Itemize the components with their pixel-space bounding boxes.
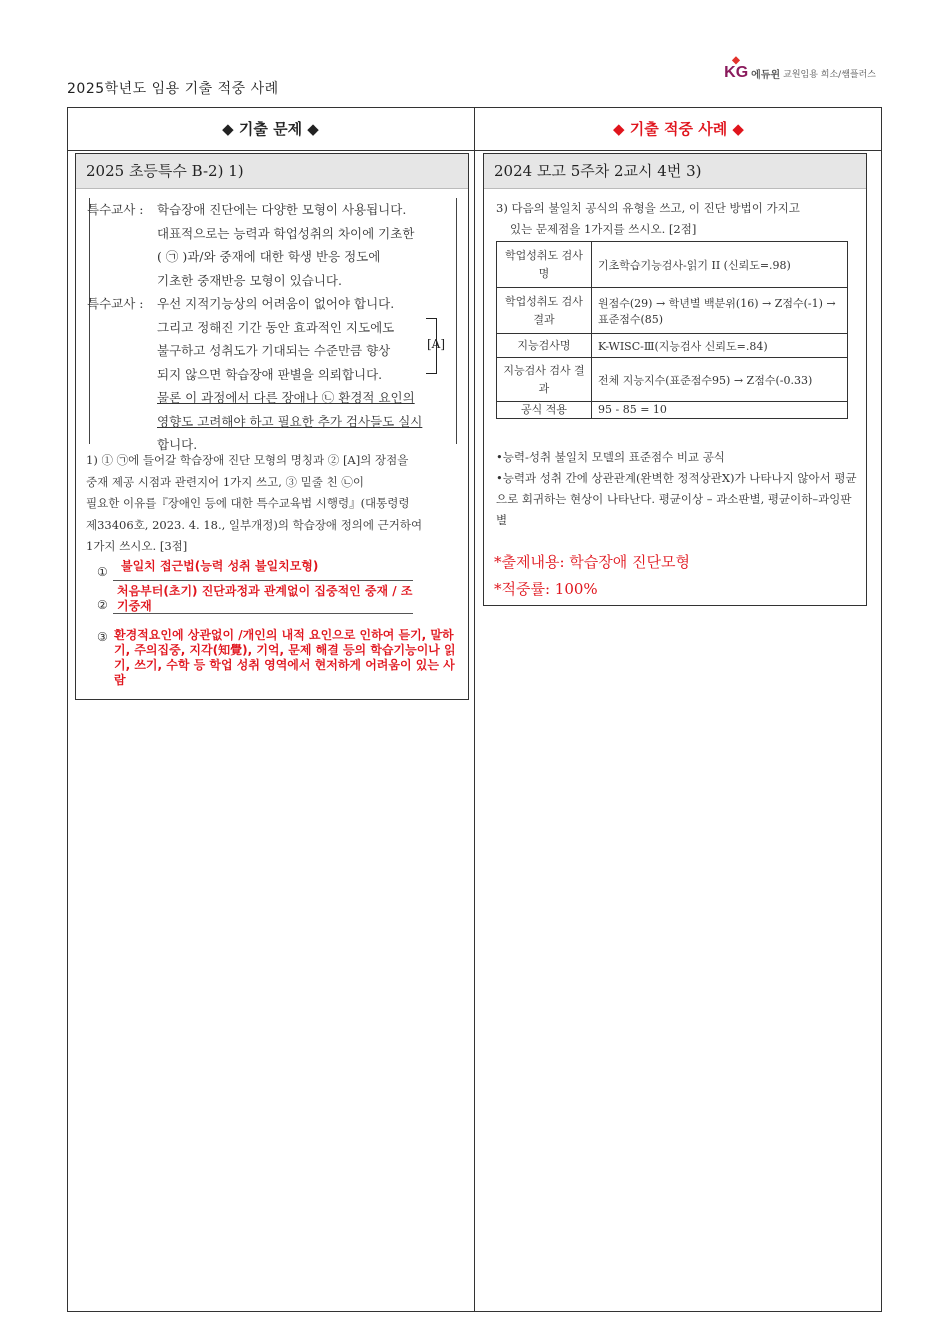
column-divider [474, 107, 475, 1312]
logo-subtitle: 교원임용 희소/쌤플러스 [783, 69, 876, 80]
logo-kg: ◆ KG [724, 55, 749, 81]
header-divider [67, 150, 882, 151]
answer-number: ③ [97, 630, 108, 644]
table-row [497, 288, 848, 334]
bracket-a-label: [A] [427, 337, 446, 351]
table-row [497, 334, 848, 358]
answer-text: 처음부터(초기) 진단과정과 관계없이 집중적인 중재 / 조기중재 [117, 584, 413, 613]
answer-number: ② [97, 598, 108, 612]
table-value: 95 - 85 = 10 [592, 402, 848, 419]
answer-text: 환경적요인에 상관없이 /개인의 내적 요인으로 인하여 듣기, 말하기, 주의집중, 지각(知覺), 기억, 문제 해결 등의 학습기능이나 읽기, 쓰기, 수학 등 학업 성취 영역에서 현저하게 어려움이 있는 사람 [114, 628, 456, 687]
question-prompt: 1) ① ㉠에 들어갈 학습장애 진단 모형의 명칭과 ② [A]의 장점을 중재 제공 시점과 관련지어 1가지 쓰고, ③ 밑줄 친 ㉡이 필요한 이유를『장애인 등에 대한 특수교육법 시행령』(대통령령 제33406호, 2023. 4. 18., 일부개정)의 학습장애 정의에 근거하여 1가지 쓰시오. [3점] [86, 453, 423, 553]
brand-logo [724, 55, 876, 82]
exam-question-title: 2025 초등특수 B-2) 1) [76, 154, 468, 189]
speaker-label: 특수교사 : [87, 296, 144, 311]
logo-mark-icon: ◆ [732, 55, 740, 66]
answer-line [113, 613, 413, 614]
explanation-bullets [496, 447, 858, 531]
answer-line [113, 580, 413, 581]
document-title: 2025학년도 임용 기출 적중 사례 [67, 81, 279, 97]
dialog-turn [87, 198, 457, 292]
table-value: 원점수(29) → 학년별 백분위(16) → Z점수(-1) → 표준점수(85) [592, 288, 848, 334]
answer-number: ① [97, 565, 108, 579]
hit-case-title: 2024 모고 5주차 2교시 4번 3) [484, 154, 866, 189]
logo-brand: 에듀윈 [751, 69, 781, 81]
dialog-turn [87, 292, 457, 457]
table-label: 지능검사 검사 결과 [497, 358, 592, 402]
table-value: 기초학습기능검사-읽기 II (신뢰도=.98) [592, 242, 848, 288]
table-value: K-WISC-Ⅲ(지능검사 신뢰도=.84) [592, 334, 848, 358]
left-column-heading: ◆ 기출 문제 ◆ [222, 120, 319, 138]
table-label: 공식 적용 [497, 402, 592, 419]
hit-rate-note: *적중률: 100% [494, 580, 598, 598]
table-row [497, 402, 848, 419]
right-column-heading: ◆ 기출 적중 사례 ◆ [613, 120, 744, 138]
answer-text: 불일치 접근법(능력 성취 불일치모형) [121, 559, 319, 573]
table-row [497, 358, 848, 402]
table-label: 학업성취도 검사 결과 [497, 288, 592, 334]
bullet-item: •능력-성취 불일치 모델의 표준점수 비교 공식 [496, 450, 725, 464]
dialog-text: 학습장애 진단에는 다양한 모형이 사용됩니다. 대표적으로는 능력과 학업성취의 차이에 기초한 ( ㉠ )과/와 중재에 대한 학생 반응 정도에 기초한 중재반응 모형이 있습니다. [157, 202, 415, 288]
speaker-label: 특수교사 : [87, 202, 144, 217]
dialog-text: 우선 지적기능상의 어려움이 없어야 합니다. 그리고 정해진 기간 동안 효과적인 지도에도 불구하고 성취도가 기대되는 수준만큼 향상 되지 않으면 학습장애 판별을 의뢰합니다. 물론 이 과정에서 다른 장애나 ㉡ 환경적 요인의 영향도 고려해야 하고 필요한 추가 검사들도 실시 합니다. [157, 296, 423, 452]
table-row [497, 242, 848, 288]
mock-question-prompt: 3) 다음의 불일치 공식의 유형을 쓰고, 이 진단 방법이 가지고 있는 문제점을 1가지를 쓰시오. [2점] [496, 201, 800, 236]
teacher-dialog [87, 198, 457, 457]
table-label: 지능검사명 [497, 334, 592, 358]
exam-content-note: *출제내용: 학습장애 진단모형 [494, 553, 690, 571]
table-label: 학업성취도 검사명 [497, 242, 592, 288]
table-value: 전체 지능지수(표준점수95) → Z점수(-0.33) [592, 358, 848, 402]
test-results-table [496, 241, 848, 419]
bullet-item: •능력과 성취 간에 상관관계(완벽한 정적상관X)가 나타나지 않아서 평균으로 회귀하는 현상이 나타난다. 평균이상 – 과소판별, 평균이하–과잉판별 [496, 471, 857, 527]
